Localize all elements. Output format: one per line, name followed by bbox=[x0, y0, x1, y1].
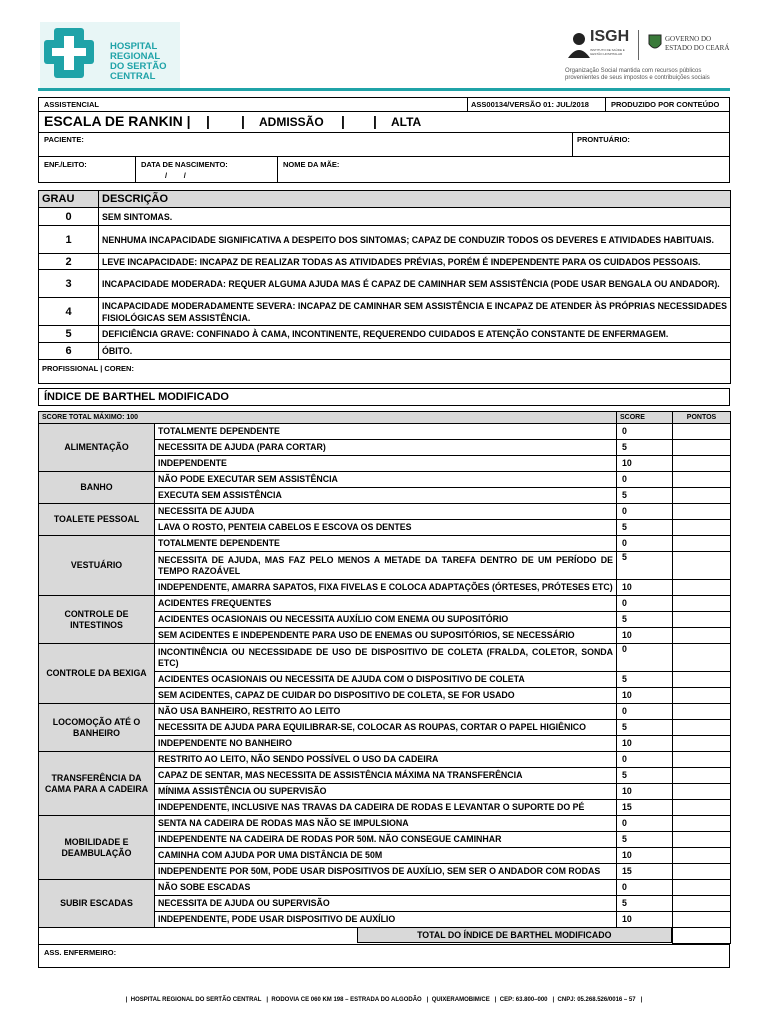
barthel-item-score: 5 bbox=[617, 768, 673, 784]
ass-enfermeiro-box bbox=[38, 944, 730, 968]
barthel-item-score: 5 bbox=[617, 488, 673, 504]
barthel-total-row bbox=[39, 928, 731, 944]
nascimento-slashes: / / bbox=[165, 171, 186, 180]
barthel-item-text: SEM ACIDENTES E INDEPENDENTE PARA USO DE ENEMAS OU SUPOSITÓRIOS, SE NECESSÁRIO bbox=[155, 628, 617, 644]
gov-logo-line2: ESTADO DO CEARÁ bbox=[665, 44, 730, 52]
ass-enfermeiro-field[interactable]: ASS. ENFERMEIRO: bbox=[44, 948, 117, 957]
title-separator: | bbox=[206, 113, 210, 129]
barthel-item-score: 10 bbox=[617, 688, 673, 704]
rankin-row bbox=[39, 343, 731, 360]
barthel-pontos-cell[interactable] bbox=[673, 504, 731, 520]
barthel-pontos-cell[interactable] bbox=[673, 880, 731, 896]
col-descricao: DESCRIÇÃO bbox=[99, 191, 731, 208]
rankin-row bbox=[39, 326, 731, 343]
barthel-pontos-cell[interactable] bbox=[673, 896, 731, 912]
rankin-row bbox=[39, 270, 731, 298]
title-separator: | bbox=[241, 113, 245, 129]
col-pontos: PONTOS bbox=[673, 412, 731, 424]
barthel-row bbox=[39, 752, 731, 768]
barthel-item-score: 0 bbox=[617, 472, 673, 488]
footer-cnpj: CNPJ: 05.268.526/0016 – 57 bbox=[557, 997, 636, 1003]
score-total-max: SCORE TOTAL MÁXIMO: 100 bbox=[42, 413, 139, 421]
form-header bbox=[38, 97, 730, 183]
barthel-item-text: SENTA NA CADEIRA DE RODAS MAS NÃO SE IMPULSIONA bbox=[155, 816, 617, 832]
title-separator: | bbox=[373, 113, 377, 129]
rankin-desc: INCAPACIDADE MODERADAMENTE SEVERA: INCAPAZ DE CAMINHAR SEM ASSISTÊNCIA E INCAPAZ DE ATENDER ÀS PRÓPRIAS NECESSIDADES FISIOLÓGICAS SEM ASSISTÊNCIA. bbox=[99, 298, 731, 326]
barthel-pontos-cell[interactable] bbox=[673, 440, 731, 456]
barthel-row bbox=[39, 424, 731, 440]
barthel-item-score: 10 bbox=[617, 580, 673, 596]
barthel-item-score: 10 bbox=[617, 784, 673, 800]
rankin-table bbox=[38, 190, 731, 384]
barthel-item-text: NÃO SOBE ESCADAS bbox=[155, 880, 617, 896]
barthel-category: ALIMENTAÇÃO bbox=[39, 424, 155, 472]
barthel-pontos-cell[interactable] bbox=[673, 816, 731, 832]
barthel-pontos-cell[interactable] bbox=[673, 424, 731, 440]
barthel-pontos-cell[interactable] bbox=[673, 752, 731, 768]
rankin-grau: 5 bbox=[39, 326, 99, 343]
rankin-grau: 1 bbox=[39, 226, 99, 254]
barthel-pontos-cell[interactable] bbox=[673, 768, 731, 784]
rankin-grau: 3 bbox=[39, 270, 99, 298]
col-score: SCORE bbox=[617, 412, 673, 424]
barthel-item-score: 5 bbox=[617, 832, 673, 848]
barthel-item-text: NECESSITA DE AJUDA, MAS FAZ PELO MENOS A METADE DA TAREFA DENTRO DE UM PERÍODO DE TEMPO RAZOÁVEL bbox=[155, 552, 617, 580]
barthel-item-score: 5 bbox=[617, 552, 673, 580]
footer-city: QUIXERAMOBIM/CE bbox=[431, 997, 490, 1003]
barthel-item-text: MÍNIMA ASSISTÊNCIA OU SUPERVISÃO bbox=[155, 784, 617, 800]
barthel-pontos-cell[interactable] bbox=[673, 456, 731, 472]
barthel-pontos-cell[interactable] bbox=[673, 644, 731, 672]
isgh-logo-subtitle: INSTITUTO DE SAÚDE E GESTÃO HOSPITALAR bbox=[590, 48, 625, 56]
barthel-pontos-cell[interactable] bbox=[673, 720, 731, 736]
rankin-row bbox=[39, 208, 731, 226]
barthel-row bbox=[39, 816, 731, 832]
barthel-row bbox=[39, 472, 731, 488]
barthel-item-score: 10 bbox=[617, 456, 673, 472]
barthel-item-text: NECESSITA DE AJUDA (PARA CORTAR) bbox=[155, 440, 617, 456]
barthel-pontos-cell[interactable] bbox=[673, 704, 731, 720]
barthel-category: LOCOMOÇÃO ATÉ O BANHEIRO bbox=[39, 704, 155, 752]
hospital-logo-line: REGIONAL bbox=[110, 51, 161, 62]
barthel-item-text: NECESSITA DE AJUDA OU SUPERVISÃO bbox=[155, 896, 617, 912]
barthel-pontos-cell[interactable] bbox=[673, 784, 731, 800]
barthel-item-text: CAPAZ DE SENTAR, MAS NECESSITA DE ASSISTÊNCIA MÁXIMA NA TRANSFERÊNCIA bbox=[155, 768, 617, 784]
barthel-item-score: 0 bbox=[617, 644, 673, 672]
barthel-item-score: 5 bbox=[617, 612, 673, 628]
barthel-category: SUBIR ESCADAS bbox=[39, 880, 155, 928]
barthel-item-text: NÃO PODE EXECUTAR SEM ASSISTÊNCIA bbox=[155, 472, 617, 488]
barthel-category: VESTUÁRIO bbox=[39, 536, 155, 596]
header-teal-line bbox=[38, 88, 730, 91]
barthel-item-text: NECESSITA DE AJUDA PARA EQUILIBRAR-SE, COLOCAR AS ROUPAS, CORTAR O PAPEL HIGIÊNICO bbox=[155, 720, 617, 736]
barthel-item-text: INDEPENDENTE NA CADEIRA DE RODAS POR 50M. NÃO CONSEGUE CAMINHAR bbox=[155, 832, 617, 848]
barthel-item-text: CAMINHA COM AJUDA POR UMA DISTÂNCIA DE 50M bbox=[155, 848, 617, 864]
barthel-item-text: ACIDENTES OCASIONAIS OU NECESSITA DE AJUDA COM O DISPOSITIVO DE COLETA bbox=[155, 672, 617, 688]
barthel-row bbox=[39, 596, 731, 612]
paciente-field[interactable]: PACIENTE: bbox=[44, 135, 84, 144]
rankin-grau: 4 bbox=[39, 298, 99, 326]
barthel-item-text: INDEPENDENTE bbox=[155, 456, 617, 472]
nascimento-field[interactable]: DATA DE NASCIMENTO: bbox=[141, 160, 228, 169]
barthel-item-score: 0 bbox=[617, 596, 673, 612]
barthel-category: BANHO bbox=[39, 472, 155, 504]
barthel-item-score: 15 bbox=[617, 864, 673, 880]
barthel-item-score: 5 bbox=[617, 440, 673, 456]
barthel-title: ÍNDICE DE BARTHEL MODIFICADO bbox=[44, 391, 229, 403]
barthel-item-text: INCONTINÊNCIA OU NECESSIDADE DE USO DE DISPOSITIVO DE COLETA (FRALDA, COLETOR, SONDA ETC) bbox=[155, 644, 617, 672]
barthel-category: CONTROLE DE INTESTINOS bbox=[39, 596, 155, 644]
barthel-pontos-cell[interactable] bbox=[673, 688, 731, 704]
rankin-desc: ÓBITO. bbox=[99, 343, 731, 360]
barthel-row bbox=[39, 880, 731, 896]
isgh-logo bbox=[560, 28, 730, 68]
profissional-coren-field[interactable]: PROFISSIONAL | COREN: bbox=[42, 364, 134, 373]
barthel-item-text: INDEPENDENTE, INCLUSIVE NAS TRAVAS DA CADEIRA DE RODAS E LEVANTAR O SUPORTE DO PÉ bbox=[155, 800, 617, 816]
barthel-pontos-cell[interactable] bbox=[673, 536, 731, 552]
footer-hospital: HOSPITAL REGIONAL DO SERTÃO CENTRAL bbox=[130, 997, 262, 1003]
barthel-item-text: EXECUTA SEM ASSISTÊNCIA bbox=[155, 488, 617, 504]
barthel-pontos-cell[interactable] bbox=[673, 912, 731, 928]
barthel-title-box bbox=[38, 388, 730, 406]
barthel-item-score: 15 bbox=[617, 800, 673, 816]
barthel-pontos-cell[interactable] bbox=[673, 488, 731, 504]
barthel-item-score: 5 bbox=[617, 896, 673, 912]
barthel-pontos-cell[interactable] bbox=[673, 832, 731, 848]
rankin-row bbox=[39, 298, 731, 326]
barthel-row bbox=[39, 536, 731, 552]
hospital-logo bbox=[40, 22, 180, 88]
barthel-pontos-cell[interactable] bbox=[673, 736, 731, 752]
hospital-logo-line: DO SERTÃO bbox=[110, 61, 167, 72]
barthel-item-score: 0 bbox=[617, 704, 673, 720]
barthel-item-score: 5 bbox=[617, 520, 673, 536]
barthel-item-text: INDEPENDENTE NO BANHEIRO bbox=[155, 736, 617, 752]
barthel-row bbox=[39, 644, 731, 672]
barthel-pontos-cell[interactable] bbox=[673, 848, 731, 864]
barthel-category: TOALETE PESSOAL bbox=[39, 504, 155, 536]
barthel-item-score: 10 bbox=[617, 848, 673, 864]
barthel-item-text: INDEPENDENTE POR 50M, PODE USAR DISPOSITIVOS DE AUXÍLIO, SEM SER O ANDADOR COM RODAS bbox=[155, 864, 617, 880]
barthel-item-text: TOTALMENTE DEPENDENTE bbox=[155, 536, 617, 552]
barthel-item-text: ACIDENTES OCASIONAIS OU NECESSITA AUXÍLIO COM ENEMA OU SUPOSITÓRIO bbox=[155, 612, 617, 628]
barthel-item-score: 0 bbox=[617, 424, 673, 440]
org-disclaimer: Organização Social mantida com recursos públicos provenientes de seus impostos e contribuições sociais bbox=[565, 68, 710, 81]
footer-cep: CEP: 63.800–000 bbox=[499, 997, 548, 1003]
barthel-item-text: RESTRITO AO LEITO, NÃO SENDO POSSÍVEL O USO DA CADEIRA bbox=[155, 752, 617, 768]
barthel-pontos-cell[interactable] bbox=[673, 672, 731, 688]
rankin-desc: NENHUMA INCAPACIDADE SIGNIFICATIVA A DESPEITO DOS SINTOMAS; CAPAZ DE CONDUZIR TODOS OS DEVERES E ATIVIDADES HABITUAIS. bbox=[99, 226, 731, 254]
prontuario-field[interactable]: PRONTUÁRIO: bbox=[577, 135, 630, 144]
barthel-pontos-cell[interactable] bbox=[673, 864, 731, 880]
rankin-desc: INCAPACIDADE MODERADA: REQUER ALGUMA AJUDA MAS É CAPAZ DE CAMINHAR SEM ASSISTÊNCIA (PODE USAR BENGALA OU ANDADOR). bbox=[99, 270, 731, 298]
barthel-item-score: 0 bbox=[617, 816, 673, 832]
rankin-desc: SEM SINTOMAS. bbox=[99, 208, 731, 226]
title-separator: | bbox=[341, 113, 345, 129]
rankin-desc: DEFICIÊNCIA GRAVE: CONFINADO À CAMA, INCONTINENTE, REQUERENDO CUIDADOS E ATENÇÃO CONSTANTE DE ENFERMAGEM. bbox=[99, 326, 731, 343]
barthel-pontos-cell[interactable] bbox=[673, 596, 731, 612]
rankin-grau: 6 bbox=[39, 343, 99, 360]
barthel-item-text: INDEPENDENTE, PODE USAR DISPOSITIVO DE AUXÍLIO bbox=[155, 912, 617, 928]
nome-mae-field[interactable]: NOME DA MÃE: bbox=[283, 160, 340, 169]
rankin-desc: LEVE INCAPACIDADE: INCAPAZ DE REALIZAR TODAS AS ATIVIDADES PRÉVIAS, PORÉM É INDEPENDENTE PARA OS CUIDADOS PESSOAIS. bbox=[99, 254, 731, 270]
section-label: ASSISTENCIAL bbox=[44, 100, 100, 109]
admissao-checkbox-label[interactable]: ADMISSÃO bbox=[259, 115, 324, 129]
barthel-row bbox=[39, 704, 731, 720]
enf-leito-field[interactable]: ENF./LEITO: bbox=[44, 160, 87, 169]
hospital-logo-line: HOSPITAL bbox=[110, 41, 158, 52]
barthel-total-label: TOTAL DO ÍNDICE DE BARTHEL MODIFICADO bbox=[357, 928, 673, 943]
barthel-pontos-cell[interactable] bbox=[673, 628, 731, 644]
rankin-grau: 0 bbox=[39, 208, 99, 226]
barthel-row bbox=[39, 504, 731, 520]
barthel-item-text: TOTALMENTE DEPENDENTE bbox=[155, 424, 617, 440]
barthel-item-score: 0 bbox=[617, 880, 673, 896]
footer: | HOSPITAL REGIONAL DO SERTÃO CENTRAL | RODOVIA CE 060 KM 198 – ESTRADA DO ALGODÃO | QUIXERAMOBIM/CE | CEP: 63.800–000 | CNPJ: 05.268.526/0016 – 57 | bbox=[125, 997, 643, 1003]
form-title: ESCALA DE RANKIN | bbox=[44, 113, 191, 129]
barthel-item-score: 5 bbox=[617, 672, 673, 688]
gov-logo-line1: GOVERNO DO bbox=[665, 35, 712, 43]
barthel-item-score: 10 bbox=[617, 912, 673, 928]
hospital-logo-line: CENTRAL bbox=[110, 71, 156, 82]
col-grau: GRAU bbox=[39, 191, 99, 208]
barthel-item-score: 0 bbox=[617, 536, 673, 552]
barthel-item-score: 5 bbox=[617, 720, 673, 736]
rankin-grau: 2 bbox=[39, 254, 99, 270]
barthel-category: TRANSFERÊNCIA DA CAMA PARA A CADEIRA bbox=[39, 752, 155, 816]
barthel-item-text: SEM ACIDENTES, CAPAZ DE CUIDAR DO DISPOSITIVO DE COLETA, SE FOR USADO bbox=[155, 688, 617, 704]
footer-address: RODOVIA CE 060 KM 198 – ESTRADA DO ALGODÃO bbox=[271, 997, 422, 1003]
rankin-row bbox=[39, 254, 731, 270]
barthel-item-score: 10 bbox=[617, 736, 673, 752]
barthel-item-text: ACIDENTES FREQUENTES bbox=[155, 596, 617, 612]
barthel-item-score: 0 bbox=[617, 504, 673, 520]
produced-label: PRODUZIDO POR CONTEÚDO bbox=[611, 100, 720, 109]
barthel-pontos-cell[interactable] bbox=[673, 472, 731, 488]
barthel-total-pontos[interactable] bbox=[673, 928, 731, 944]
barthel-pontos-cell[interactable] bbox=[673, 580, 731, 596]
barthel-item-score: 10 bbox=[617, 628, 673, 644]
barthel-category: CONTROLE DA BEXIGA bbox=[39, 644, 155, 704]
barthel-item-text: LAVA O ROSTO, PENTEIA CABELOS E ESCOVA OS DENTES bbox=[155, 520, 617, 536]
rankin-row bbox=[39, 226, 731, 254]
barthel-item-score: 0 bbox=[617, 752, 673, 768]
barthel-pontos-cell[interactable] bbox=[673, 520, 731, 536]
barthel-item-text: NÃO USA BANHEIRO, RESTRITO AO LEITO bbox=[155, 704, 617, 720]
barthel-pontos-cell[interactable] bbox=[673, 800, 731, 816]
barthel-pontos-cell[interactable] bbox=[673, 552, 731, 580]
barthel-item-text: INDEPENDENTE, AMARRA SAPATOS, FIXA FIVELAS E COLOCA ADAPTAÇÕES (ÓRTESES, PRÓTESES ETC) bbox=[155, 580, 617, 596]
alta-checkbox-label[interactable]: ALTA bbox=[391, 115, 422, 129]
barthel-item-text: NECESSITA DE AJUDA bbox=[155, 504, 617, 520]
ceara-crest-icon bbox=[648, 34, 662, 52]
document-code: ASS00134/VERSÃO 01: JUL/2018 bbox=[471, 100, 589, 109]
barthel-pontos-cell[interactable] bbox=[673, 612, 731, 628]
barthel-category: MOBILIDADE E DEAMBULAÇÃO bbox=[39, 816, 155, 880]
isgh-logo-text: ISGH bbox=[590, 28, 630, 45]
barthel-table bbox=[38, 411, 731, 944]
